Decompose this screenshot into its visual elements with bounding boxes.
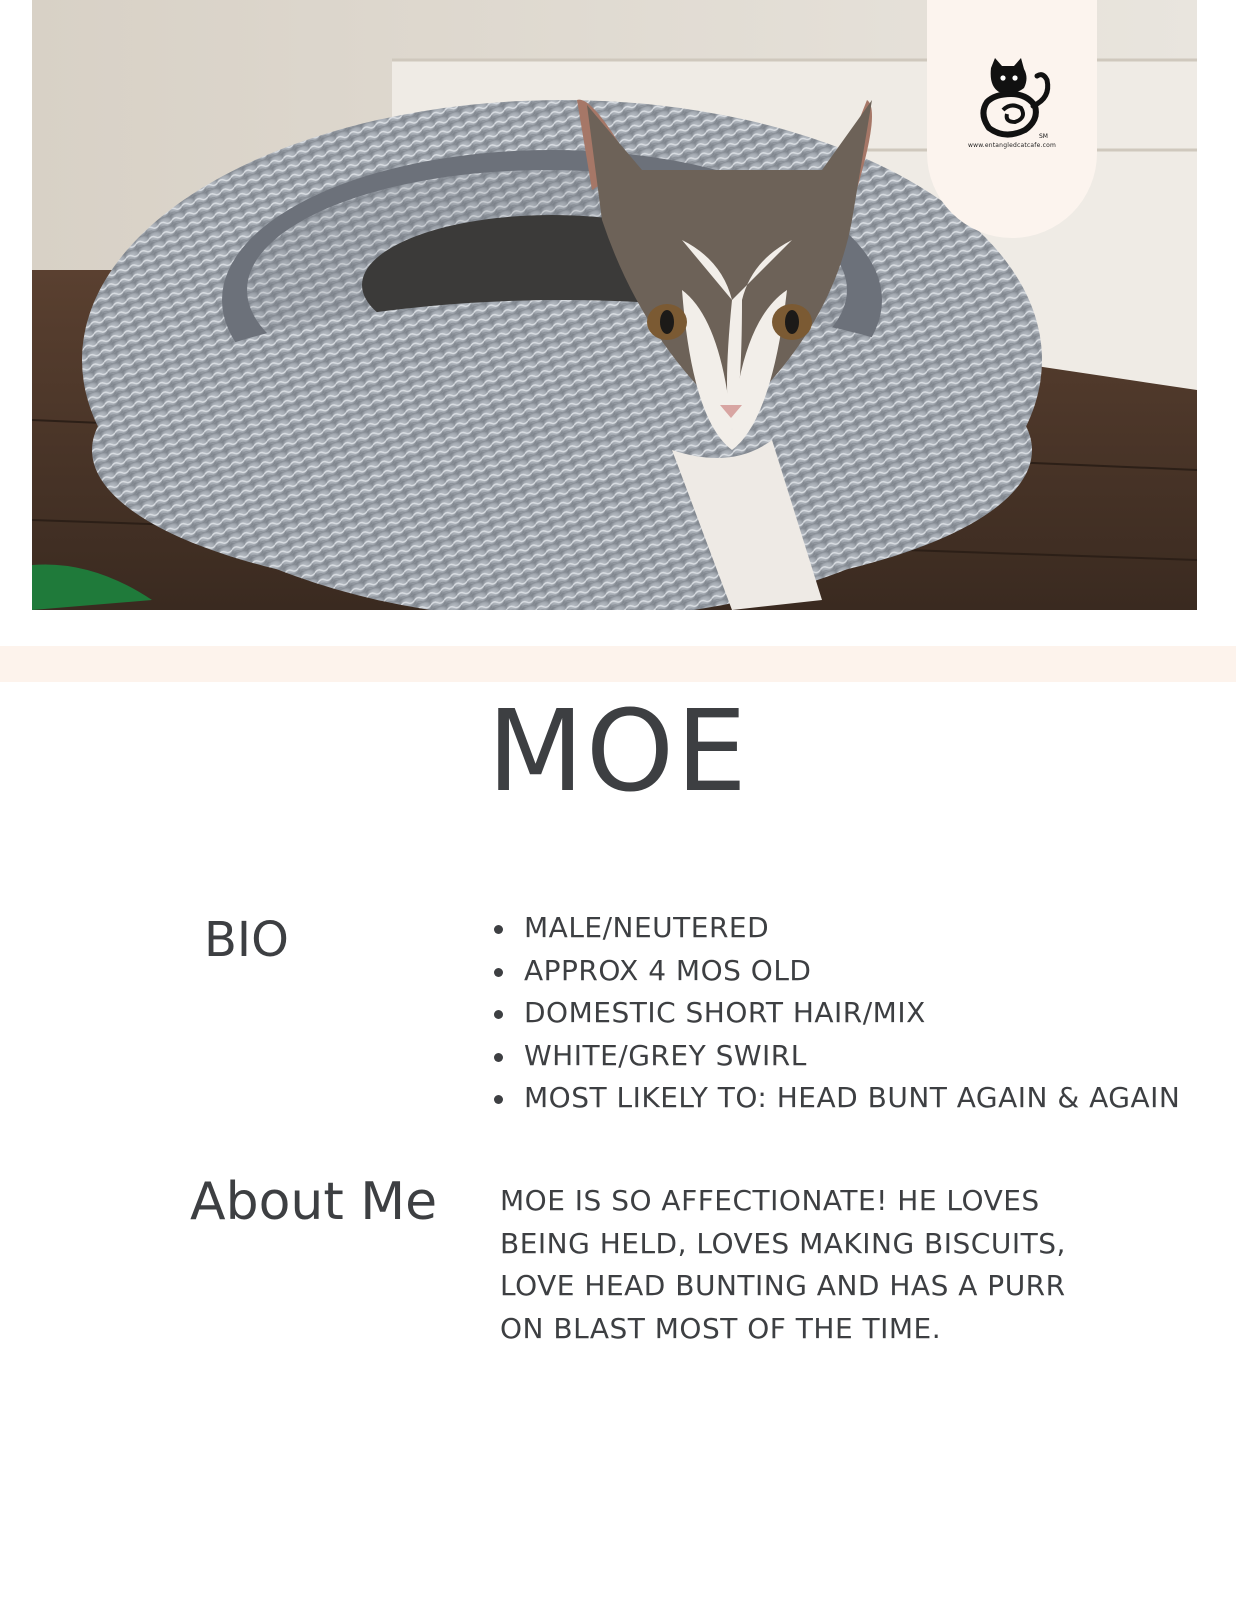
logo-mark-text: SM: [1039, 133, 1048, 140]
cafe-url-text: www.entangledcatcafe.com: [967, 142, 1056, 149]
cafe-logo-badge: [927, 0, 1097, 238]
bio-item: MALE/NEUTERED: [492, 907, 1222, 950]
bio-heading: BIO: [204, 912, 289, 968]
bio-item: WHITE/GREY SWIRL: [492, 1035, 1222, 1078]
about-paragraph: MOE IS SO AFFECTIONATE! HE LOVES BEING HELD, LOVES MAKING BISCUITS, LOVE HEAD BUNTING AND HAS A PURR ON BLAST MOST OF THE TIME.: [500, 1184, 1066, 1345]
bio-item: MOST LIKELY TO: HEAD BUNT AGAIN & AGAIN: [492, 1077, 1222, 1120]
cat-name-title: MOE: [487, 687, 749, 817]
bio-item: APPROX 4 MOS OLD: [492, 950, 1222, 993]
divider-band: [0, 646, 1236, 682]
cat-logo-icon: [969, 58, 1055, 140]
bio-item: DOMESTIC SHORT HAIR/MIX: [492, 992, 1222, 1035]
about-heading: About Me: [190, 1172, 438, 1232]
bio-list: [492, 907, 1222, 1120]
